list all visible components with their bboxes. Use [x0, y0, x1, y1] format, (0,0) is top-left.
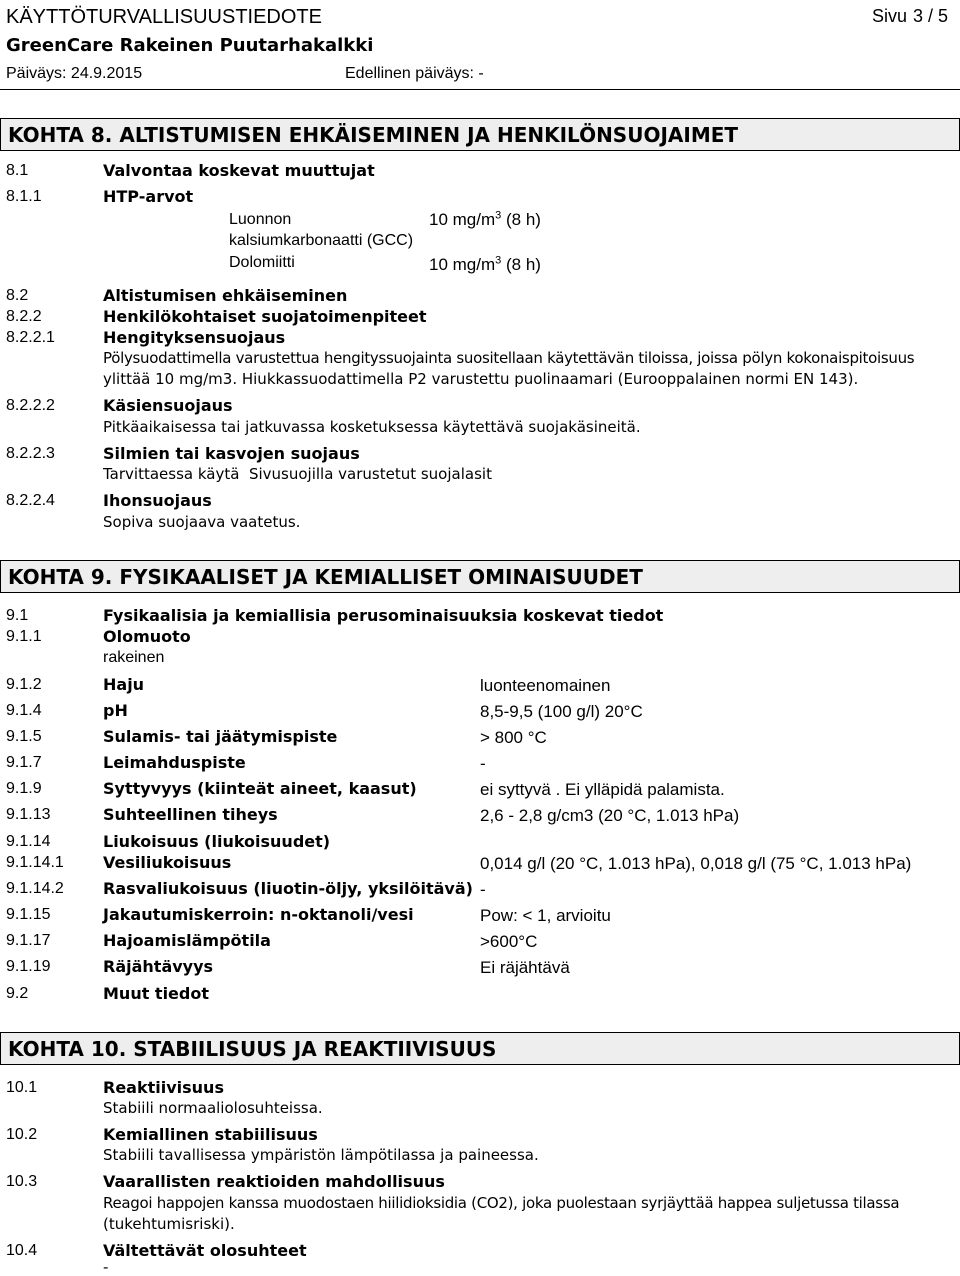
subsection-title: Kemiallinen stabiilisuus [103, 1125, 318, 1144]
property-value: > 800 °C [480, 728, 547, 747]
property-number: 9.1.9 [6, 780, 42, 797]
property-number: 9.1.14.2 [6, 880, 64, 897]
section-number: 8.2 [6, 287, 29, 304]
property-number: 9.1.7 [6, 754, 42, 771]
property-number: 9.1.13 [6, 806, 51, 823]
property-number: 9.1.17 [6, 932, 51, 949]
property-value: >600°C [480, 932, 538, 951]
property-number: 9.1.5 [6, 728, 42, 745]
section-number: 9.1 [6, 607, 29, 624]
subsection-title: Silmien tai kasvojen suojaus [103, 444, 360, 463]
section-8-title: KOHTA 8. ALTISTUMISEN EHKÄISEMINEN JA HENKILÖNSUOJAIMET [8, 123, 739, 147]
section-number: 8.2.2.2 [6, 397, 55, 414]
property-value: rakeinen [103, 649, 165, 666]
section-number: 10.3 [6, 1173, 38, 1190]
description-text: ylittää 10 mg/m3. Hiukkassuodattimella P2 varustettu puolinaamari (Eurooppalainen normi EN 143). [103, 370, 859, 388]
property-label: Hajoamislämpötila [103, 931, 271, 950]
subsection-title: Olomuoto [103, 627, 191, 646]
section-number: 8.2.2 [6, 308, 42, 325]
section-9-title: KOHTA 9. FYSIKAALISET JA KEMIALLISET OMINAISUUDET [8, 565, 643, 589]
section-10-heading [0, 1032, 960, 1065]
property-label: Räjähtävyys [103, 957, 214, 976]
property-label: Leimahduspiste [103, 753, 246, 772]
property-value: 2,6 - 2,8 g/cm3 (20 °C, 1.013 hPa) [480, 806, 740, 825]
description-text: - [103, 1258, 109, 1276]
property-label: Jakautumiskerroin: n-oktanoli/vesi [103, 905, 414, 924]
property-label: pH [103, 701, 128, 720]
property-value: - [480, 754, 486, 773]
description-text: Reagoi happojen kanssa muodostaen hiilidioksidia (CO2), joka puolestaan syrjäyttää happea suljetussa tilassa [103, 1194, 900, 1212]
subsection-title: Reaktiivisuus [103, 1078, 224, 1097]
section-number: 9.1.1 [6, 628, 42, 645]
property-value: Ei räjähtävä [480, 958, 570, 977]
htp-substance-name: kalsiumkarbonaatti (GCC) [229, 232, 414, 249]
property-number: 9.1.14 [6, 833, 51, 850]
page-label: Sivu [872, 6, 908, 26]
section-number: 8.1.1 [6, 188, 42, 205]
htp-substance-name: Dolomiitti [229, 254, 295, 271]
page-number: 3 / 5 [913, 6, 949, 26]
subsection-title: Hengityksensuojaus [103, 328, 286, 347]
property-label: Muut tiedot [103, 984, 209, 1003]
property-number: 9.1.19 [6, 958, 51, 975]
previous-date: Edellinen päiväys: - [345, 65, 484, 82]
property-number: 9.1.14.1 [6, 854, 64, 871]
property-value: - [480, 880, 486, 899]
htp-value: 10 $mg/m^3$ (8 h) [429, 254, 541, 274]
subsection-title: Valvontaa koskevat muuttujat [103, 161, 375, 180]
subsection-title: Ihonsuojaus [103, 491, 212, 510]
property-value: 0,014 g/l (20 °C, 1.013 hPa), 0,018 g/l (75 °C, 1.013 hPa) [480, 854, 912, 873]
description-text: Pitkäaikaisessa tai jatkuvassa kosketuksessa käytettävä suojakäsineitä. [103, 418, 641, 436]
property-label: Vesiliukoisuus [103, 853, 232, 872]
htp-substance-name: Luonnon [229, 211, 292, 228]
document-title: KÄYTTÖTURVALLISUUSTIEDOTE [6, 6, 322, 28]
property-value: ei syttyvä . Ei ylläpidä palamista. [480, 780, 725, 799]
subsection-title: Altistumisen ehkäiseminen [103, 286, 348, 305]
subsection-title: Käsiensuojaus [103, 396, 233, 415]
section-number: 10.4 [6, 1242, 38, 1259]
property-number: 9.2 [6, 985, 29, 1002]
property-label: Rasvaliukoisuus (liuotin-öljy, yksilöitävä) [103, 879, 473, 898]
description-text: Tarvittaessa käytä Sivusuojilla varustetut suojalasit [103, 465, 492, 483]
section-number: 8.1 [6, 162, 29, 179]
property-label: Sulamis- tai jäätymispiste [103, 727, 338, 746]
property-number: 9.1.15 [6, 906, 51, 923]
description-text: Stabiili normaaliolosuhteissa. [103, 1099, 323, 1117]
section-number: 10.1 [6, 1079, 38, 1096]
header-divider [0, 89, 960, 90]
section-number: 8.2.2.4 [6, 492, 55, 509]
property-value: 8,5-9,5 (100 g/l) 20°C [480, 702, 643, 721]
property-number: 9.1.2 [6, 676, 42, 693]
subsection-title: Vältettävät olosuhteet [103, 1241, 307, 1260]
subsection-title: Vaarallisten reaktioiden mahdollisuus [103, 1172, 445, 1191]
section-number: 8.2.2.3 [6, 445, 55, 462]
description-text: Sopiva suojaava vaatetus. [103, 513, 301, 531]
section-number: 8.2.2.1 [6, 329, 55, 346]
property-label: Liukoisuus (liukoisuudet) [103, 832, 331, 851]
product-name: GreenCare Rakeinen Puutarhakalkki [6, 35, 374, 56]
property-number: 9.1.4 [6, 702, 42, 719]
description-text: Pölysuodattimella varustettua hengityssuojainta suositellaan käytettävän tiloissa, joissa pölyn kokonaispitoisuus [103, 349, 915, 367]
property-label: Syttyvyys (kiinteät aineet, kaasut) [103, 779, 417, 798]
section-8-heading [0, 118, 960, 151]
section-number: 10.2 [6, 1126, 38, 1143]
description-text: (tukehtumisriski). [103, 1215, 235, 1233]
subsection-title: Fysikaalisia ja kemiallisia perusominaisuuksia koskevat tiedot [103, 606, 664, 625]
property-value: luonteenomainen [480, 676, 611, 695]
property-label: Haju [103, 675, 145, 694]
subsection-title: Henkilökohtaiset suojatoimenpiteet [103, 307, 427, 326]
section-9-heading [0, 560, 960, 593]
subsection-title: HTP-arvot [103, 187, 194, 206]
property-value: Pow: < 1, arvioitu [480, 906, 611, 925]
section-10-title: KOHTA 10. STABIILISUUS JA REAKTIIVISUUS [8, 1037, 497, 1061]
htp-value: 10 $mg/m^3$ (8 h) [429, 209, 541, 229]
revision-date: Päiväys: 24.9.2015 [6, 65, 143, 82]
description-text: Stabiili tavallisessa ympäristön lämpötilassa ja paineessa. [103, 1146, 539, 1164]
property-label: Suhteellinen tiheys [103, 805, 278, 824]
